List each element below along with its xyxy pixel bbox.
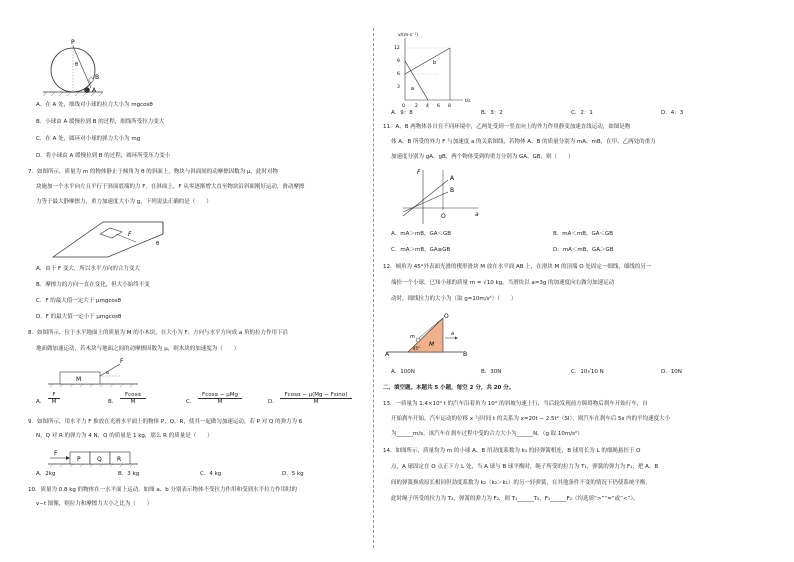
figure-11-fa-graph: [403, 166, 483, 226]
q11-option-c: C．mA＞mB，GA≥GB: [391, 247, 451, 253]
graph10-ylabel: v/(m·s⁻¹): [398, 33, 419, 38]
q10-line-2: v−t 图像，则拉力和摩擦力大小之比为（ ）: [36, 501, 153, 507]
fig12-label-a: A: [385, 351, 390, 358]
fig12-label-b: B: [463, 351, 468, 358]
q8-option-c-den: M: [217, 399, 223, 405]
section-fill-in-heading: 二、填空题。本题共 5 小题，每空 2 分，共 20 分。: [383, 385, 515, 391]
graph10-label-a: a: [411, 86, 415, 92]
q6-option-d: D．将小球由 A 缓慢拉到 B 的过程，圆环所受压力变小: [36, 153, 171, 159]
q7-option-a: A．由于 F 变大，所以水平方向的合力变大: [36, 266, 140, 272]
q11-option-d: D．mA＜mB，GA＞GB: [553, 247, 614, 253]
fig11-label-b-line: B: [450, 187, 455, 194]
q12-option-c: C．10√10 N: [571, 369, 604, 375]
q13-line-2: 开始刹车开始，汽车运动的位移 x 与时间 t 的关系为 x=20t − 2.5t²（SI），则汽车在刹车后 5s 内的平均速度大小: [391, 416, 671, 422]
fig12-label-o: O: [444, 313, 449, 320]
figure-7-incline: [48, 212, 168, 262]
q8-option-b-num: Fcosα: [120, 392, 146, 399]
column-divider: [373, 28, 374, 548]
q12-line-3: 动时，细线拉力的大小为（取 g=10m/s²）（ ）: [391, 296, 517, 302]
q10-option-c: C．2：1: [571, 110, 593, 116]
q7-line-3: 力等于最大静摩擦力，重力加速度大小为 g，下列说法正确的是（ ）: [36, 199, 212, 205]
q7-option-d: D．F 的最大值一定小于 μmgcosθ: [36, 314, 122, 320]
fig12-label-m-small: m: [410, 334, 415, 340]
q8-option-b-label: B．: [108, 399, 118, 405]
fig6-label-theta: θ: [75, 62, 79, 68]
graph10-label-b: b: [433, 60, 437, 66]
fig7-label-f: F: [128, 231, 132, 238]
fig7-label-theta: θ: [156, 241, 160, 247]
fig8-label-f: F: [120, 358, 124, 365]
q7-line-1: 7．如图所示，质量为 m 的物体静止于倾角为 θ 的斜面上，物块与斜面间的动摩擦因数为 μ，此时对物: [28, 169, 278, 175]
q14-line-2: 点，A 球固定在 O 点正下方 L 处，当 A 球与 B 球平衡时，绳子所受的拉力为 T₁，弹簧的弹力为 F₁；把 A、B: [391, 464, 659, 470]
q9-option-a: A．2kg: [36, 471, 56, 477]
graph10-xtick-0: 0: [402, 104, 405, 109]
q8-option-c-label: C．: [186, 399, 196, 405]
graph10-xtick-8: 8: [448, 104, 451, 109]
fig12-label-m-big: M: [429, 341, 435, 348]
q8-option-c-num: Fcosα − μMg: [198, 392, 242, 399]
right-column: [383, 28, 768, 552]
graph10-ytick-6: 6: [397, 72, 400, 77]
q10-option-b: B．3：2: [481, 110, 503, 116]
q8-option-d-label: D．: [268, 399, 278, 405]
q8-option-d-num: Fcosα − μ(Mg − Fsinα): [280, 392, 352, 399]
figure-6-ring: [43, 36, 123, 101]
graph10-ytick-12: 12: [394, 46, 400, 51]
q12-line-2: 端拴一个小球，已知小球的质量 m = √10 kg，当滑块以 a=3g 的加速度向右做匀加速运动: [391, 280, 615, 286]
q10-vt-graph: [393, 28, 483, 108]
fig11-label-a: a: [475, 211, 479, 218]
figure-9-blocks: [48, 444, 148, 468]
q8-option-b-den: M: [130, 399, 136, 405]
q8-option-d-den: M: [313, 399, 319, 405]
q9-option-d: D．5 kg: [282, 471, 304, 477]
q9-line-1: 9．如图所示，用水平力 F 推放在光滑水平面上的物体 P、Q、R，使其一起做匀加速运动，若 P 对 Q 的弹力为 6: [28, 419, 303, 425]
q12-line-1: 12．倾角为 45°外表面光滑的楔形滑块 M 放在水平面 AB 上，在滑块 M 的顶端 O 处固定一细线，细线的另一: [383, 264, 652, 270]
q12-option-b: B．30N: [481, 369, 502, 375]
q8-option-a-label: A．: [36, 399, 46, 405]
fig6-label-a: A: [92, 87, 97, 94]
q9-line-2: N，Q 对 R 的弹力为 4 N，Q 的质量是 1 kg，那么 R 的质量是（ ）: [36, 433, 213, 439]
fig9-label-r: R: [117, 456, 122, 463]
fig11-label-o: O: [441, 213, 446, 220]
q9-option-c: C．4 kg: [200, 471, 222, 477]
fig9-label-p: P: [77, 456, 81, 463]
fig6-label-b: B: [95, 74, 100, 81]
q13-line-3: 为______m/s，该汽车在刹车过程中受的合力大小为______N。（g 取 10m/s²）: [391, 431, 583, 437]
graph10-xtick-6: 6: [437, 104, 440, 109]
fig8-label-m: M: [76, 376, 82, 383]
q8-line-1: 8．如图所示，位于水平地面上的质量为 M 的小木块，在大小为 F、方向与水平方向成 a 角的拉力作用下沿: [28, 330, 289, 336]
q10-option-a: A．9：8: [391, 110, 413, 116]
fig8-label-alpha: α: [106, 371, 109, 376]
q8-option-a-num: F: [48, 392, 60, 399]
fig12-label-angle: 45°: [413, 346, 421, 351]
graph10-line-a: [405, 61, 428, 100]
q6-option-c: C．在 A 处，圆环对小球的弹力大小为 mg: [36, 136, 141, 142]
figure-12-wedge: [383, 310, 473, 358]
q12-option-d: D．10N: [661, 369, 682, 375]
graph10-xtick-2: 2: [415, 104, 418, 109]
q7-option-c: C．F 的最大值一定大于 μmgcosθ: [36, 298, 121, 304]
fig11-label-f: F: [417, 169, 421, 176]
fig9-label-f: F: [54, 450, 58, 457]
q14-line-1: 14．如图所示，质量均为 m 的小球 A、B 用劲度系数为 k₁ 的轻弹簧相连，B 球用长为 L 的细绳悬挂于 O: [383, 448, 641, 454]
q12-option-a: A．100N: [391, 369, 415, 375]
graph10-xtick-4: 4: [426, 104, 429, 109]
q9-option-b: B．3 kg: [118, 471, 140, 477]
q13-line-1: 13．一质量为 1.4×10⁴ t 的汽车沿着角为 10° 的斜坡匀速上行，当后轮发现前方障碍物后刹车开始行车，自: [383, 401, 648, 407]
q10-option-d: D．4：3: [661, 110, 684, 116]
graph10-ytick-3: 3: [397, 85, 400, 90]
q7-line-2: 块施加一个水平向左且平行于斜面底端的力 F，在斜面上，F 从零逐渐增大直至物块沿斜面刚好运动，滑动摩擦: [36, 184, 305, 190]
q8-options: [36, 392, 356, 412]
q11-line-1: 11．A、B 两物体各自在不同环境中，乙两处受到一竖直向上的外力作用静变加速直线运动，如图是物: [383, 124, 631, 130]
fig11-label-a-line: A: [450, 175, 455, 182]
graph10-ytick-9: 9: [397, 59, 400, 64]
q7-option-b: B．摩擦力的方向一直在变化，但大小始终不变: [36, 282, 150, 288]
q8-option-a-den: M: [51, 399, 57, 405]
q6-option-a: A．在 A 处，细线对小球的拉力大小为 mgcosθ: [36, 102, 153, 108]
q11-line-3: 加速度分别为 gA、gB，两个物体受到的重力分别为 GA、GB，则（ ）: [391, 154, 574, 160]
q8-line-2: 地面做加速运动，若木块与地面之间的动摩擦因数为 μ，则木块的加速度为（ ）: [36, 346, 240, 352]
fig6-label-p: P: [71, 39, 75, 46]
left-column: [28, 28, 368, 552]
q11-option-a: A．mA＞mB，GA＜GB: [391, 231, 452, 237]
graph10-line-b: [405, 48, 450, 74]
q11-line-2: 体 A、B 所受的外力 F 与加速度 a 的关系图线，若物体 A、B 的质量分别为 mA、mB，在甲、乙两处的重力: [391, 139, 656, 145]
fig9-label-q: Q: [97, 456, 102, 463]
q14-line-3: 间的弹簧换成原长相同但劲度系数为 k₂（k₂＞k₁）的另一轻弹簧，在其他条件不变的情况下仍使系统平衡，: [391, 480, 651, 486]
graph10-xlabel: t/s: [465, 99, 471, 104]
q14-line-4: 此时绳子所受的拉力为 T₂，弹簧的弹力为 F₂，则 T₁______T₂，F₁______F₂（均选填“>”“=”或“<”）。: [391, 496, 639, 502]
q11-option-b: B．mA＜mB，GA＜GB: [553, 231, 614, 237]
q6-option-b: B．小球由 A 缓慢拉到 B 的过程，细线所受拉力变大: [36, 119, 165, 125]
fig12-label-accel: a: [451, 331, 455, 337]
q10-line-1: 10．质量为 0.8 kg 的物体在一水平面上运动，如图 a、b 分别表示物体不受拉力作用和受到水平拉力作用时的: [28, 487, 298, 493]
figure-8-block: [48, 358, 148, 388]
